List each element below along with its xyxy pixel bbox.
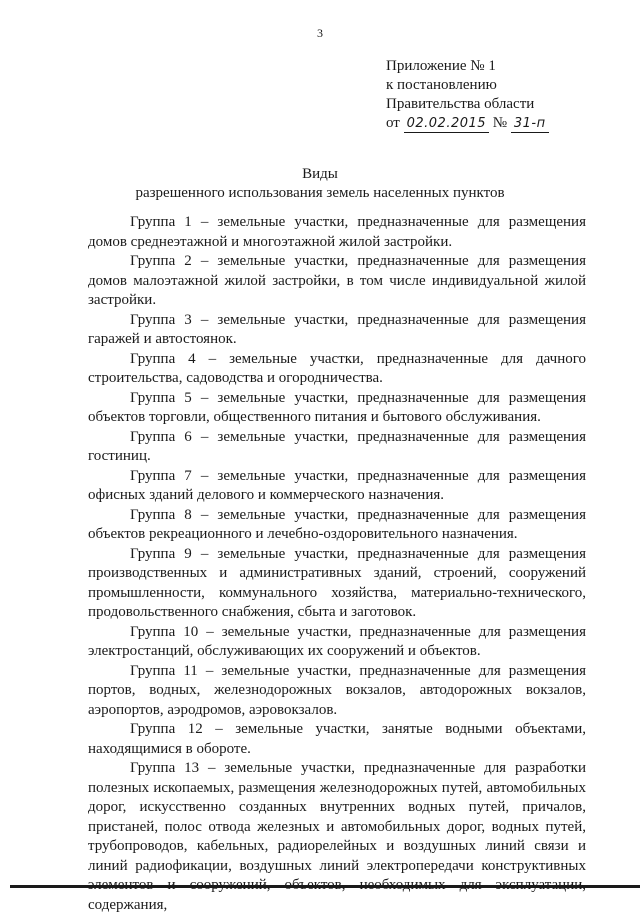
appendix-block <box>386 57 549 133</box>
appendix-line-2: к постановлению <box>386 77 497 93</box>
document-title: Виды <box>302 166 338 182</box>
group-paragraph: Группа 11 – земельные участки, предназначенные для размещения портов, водных, железнодорожных вокзалов, автодорожных вокзалов, аэропортов, аэродромов, аэровокзалов. <box>88 662 586 718</box>
footer-rule <box>10 885 640 888</box>
group-paragraph: Группа 7 – земельные участки, предназначенные для размещения офисных зданий делового и коммерческого назначения. <box>88 467 586 503</box>
appendix-line-1: Приложение № 1 <box>386 58 496 74</box>
number-handwritten: 31-п <box>511 116 549 133</box>
group-paragraph: Группа 1 – земельные участки, предназначенные для размещения домов среднеэтажной и многоэтажной жилой застройки. <box>88 214 586 250</box>
group-paragraph: Группа 2 – земельные участки, предназначенные для размещения домов малоэтажной жилой застройки, в том числе индивидуальной жилой застройки. <box>88 253 586 308</box>
groups-list <box>88 213 586 915</box>
group-paragraph: Группа 9 – земельные участки, предназначенные для размещения производственных и административных зданий, строений, сооружений промышленности, коммунального хозяйства, материально-технического, продовольственного снабжения, сбыта и заготовок. <box>88 545 586 620</box>
number-prefix: № <box>492 115 508 131</box>
date-prefix: от <box>386 115 400 131</box>
group-paragraph: Группа 4 – земельные участки, предназначенные для дачного строительства, садоводства и огородничества. <box>88 350 586 386</box>
group-paragraph: Группа 10 – земельные участки, предназначенные для размещения электростанций, обслуживающих их сооружений и объектов. <box>88 623 586 659</box>
group-paragraph: Группа 3 – земельные участки, предназначенные для размещения гаражей и автостоянок. <box>88 311 586 347</box>
page-number: 3 <box>317 26 323 40</box>
group-paragraph: Группа 5 – земельные участки, предназначенные для размещения объектов торговли, общественного питания и бытового обслуживания. <box>88 389 586 425</box>
appendix-date-line <box>386 114 549 133</box>
group-paragraph: Группа 6 – земельные участки, предназначенные для размещения гостиниц. <box>88 428 586 464</box>
document-subtitle: разрешенного использования земель населенных пунктов <box>135 185 505 201</box>
group-paragraph: Группа 12 – земельные участки, занятые водными объектами, находящимися в обороте. <box>88 721 586 757</box>
group-paragraph: Группа 8 – земельные участки, предназначенные для размещения объектов рекреационного и лечебно-оздоровительного назначения. <box>88 506 586 542</box>
appendix-line-3: Правительства области <box>386 96 535 112</box>
date-handwritten: 02.02.2015 <box>404 116 489 133</box>
group-paragraph: Группа 13 – земельные участки, предназначенные для разработки полезных ископаемых, размещения железнодорожных путей, автомобильных дорог, искусственно созданных внутренних водных путей, причалов, пристаней, полос отвода железных и автомобильных дорог, водных путей, трубопроводов, кабельных, радиорелейных и воздушных линий связи и линий радиофикации, воздушных линий электропередачи конструктивных содержания, <box>88 760 586 913</box>
